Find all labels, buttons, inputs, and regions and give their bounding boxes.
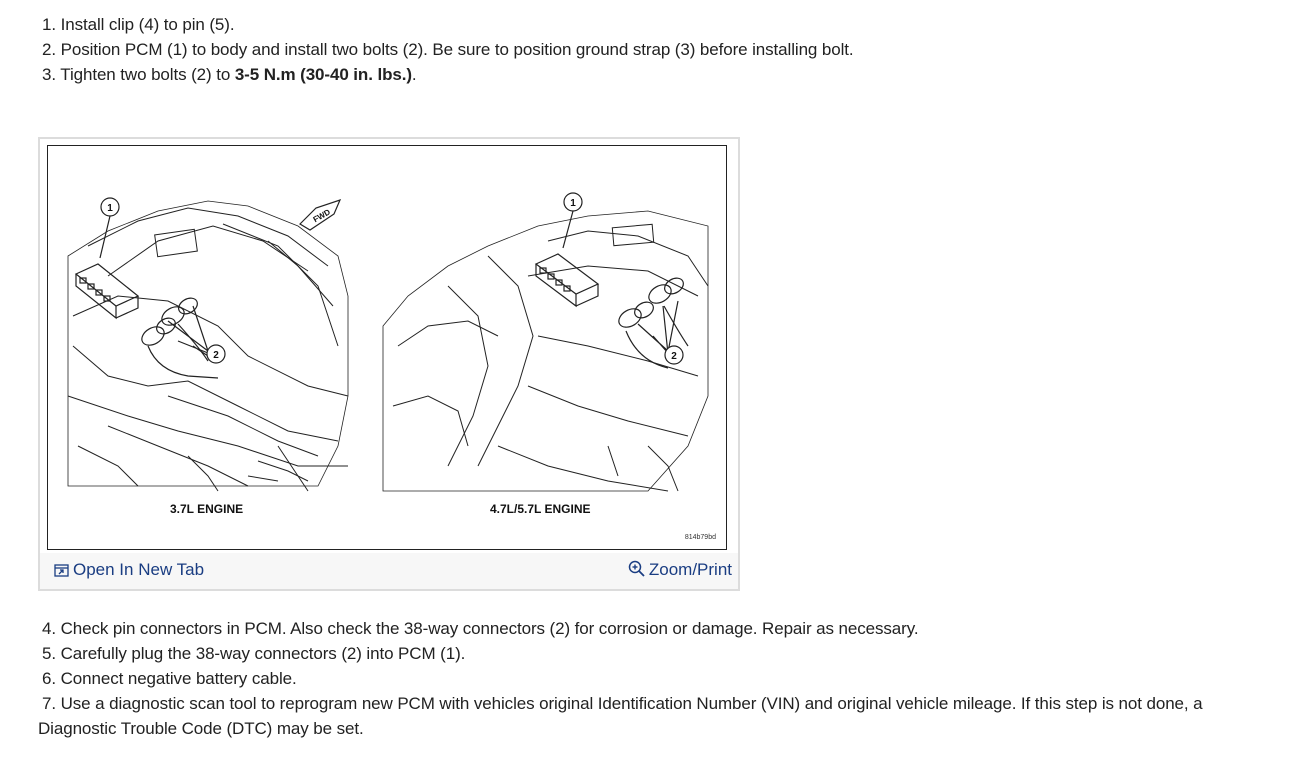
right-engine-illustration	[383, 193, 708, 491]
step-4: 4. Check pin connectors in PCM. Also check the 38-way connectors (2) for corrosion or damage. Repair as necessary.	[42, 619, 919, 638]
figure-id: 814b79bd	[684, 534, 716, 541]
callout-2-left: 2	[213, 350, 219, 361]
open-tab-icon	[54, 564, 69, 577]
callout-1-left: 1	[107, 203, 113, 214]
step-3-end: .	[411, 65, 417, 84]
callout-2-right: 2	[671, 351, 677, 362]
left-caption: 3.7L ENGINE	[170, 502, 244, 516]
zoom-in-icon	[628, 560, 645, 577]
callout-1-right: 1	[570, 198, 576, 209]
right-caption: 4.7L/5.7L ENGINE	[490, 502, 591, 516]
step-7: 7. Use a diagnostic scan tool to reprogram new PCM with vehicles original Identification Number (VIN) and original vehicle mileage. If this step is not done, a Diagnostic Trouble Code (DTC) may be set.	[38, 694, 1203, 738]
figure-card	[38, 137, 740, 591]
zoom-print-link[interactable]	[628, 560, 732, 580]
steps-list-top	[38, 12, 854, 87]
step-1: 1. Install clip (4) to pin (5).	[42, 15, 235, 34]
fwd-label: FWD	[311, 207, 332, 225]
step-3-text: 3. Tighten two bolts (2) to	[42, 65, 235, 84]
engine-bay-diagram	[48, 146, 726, 549]
step-3	[38, 62, 854, 87]
step-6: 6. Connect negative battery cable.	[42, 669, 297, 688]
left-engine-illustration	[68, 198, 348, 491]
torque-spec: 3-5 N.m (30-40 in. lbs.)	[234, 65, 412, 84]
step-5: 5. Carefully plug the 38-way connectors (2) into PCM (1).	[42, 644, 466, 663]
open-new-tab-label: Open In New Tab	[73, 560, 205, 579]
diagram-frame	[47, 145, 727, 550]
open-new-tab-link[interactable]	[54, 560, 204, 580]
zoom-print-label: Zoom/Print	[648, 560, 732, 579]
steps-list-bottom	[38, 616, 1238, 741]
figure-toolbar	[40, 553, 738, 589]
step-2: 2. Position PCM (1) to body and install two bolts (2). Be sure to position ground strap (3) before installing bolt.	[42, 40, 854, 59]
